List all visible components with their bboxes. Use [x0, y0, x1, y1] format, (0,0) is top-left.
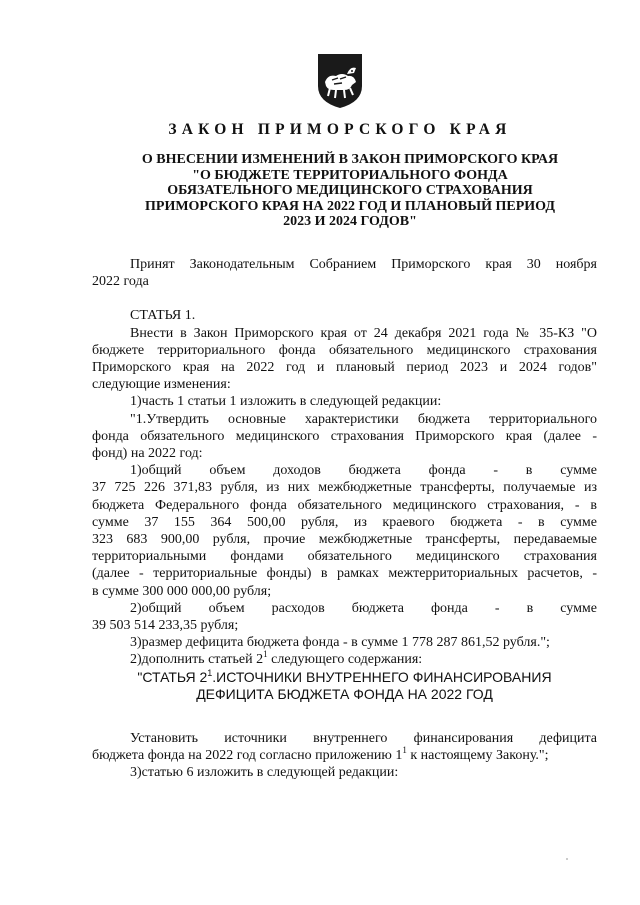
- item-3: 3)статью 6 изложить в следующей редакции:: [130, 765, 399, 781]
- revenue-line: 37 725 226 371,83 рубля, из них межбюджетные трансферты, получаемые из: [92, 480, 597, 496]
- quote-line: фонд) на 2022 год:: [92, 446, 203, 462]
- revenue-line: территориальными фондами обязательного медицинского страхования: [92, 549, 597, 565]
- sources-text: бюджета фонда на 2022 год согласно приложению 1: [92, 748, 403, 764]
- revenue-line: 1)общий объем доходов бюджета фонда - в сумме: [130, 463, 597, 479]
- law-subtitle: [100, 152, 600, 230]
- law-title: ЗАКОН ПРИМОРСКОГО КРАЯ: [168, 121, 512, 138]
- sources-text: к настоящему Закону.";: [406, 748, 549, 764]
- quote-line: фонда обязательного медицинского страхования Приморского края (далее -: [92, 428, 597, 444]
- subtitle-line: ОБЯЗАТЕЛЬНОГО МЕДИЦИНСКОГО СТРАХОВАНИЯ: [167, 183, 533, 199]
- heading-text: "СТАТЬЯ 2: [137, 668, 208, 685]
- superscript: 1: [402, 745, 407, 756]
- new-article-heading-line: [92, 669, 597, 686]
- sources-line: Установить источники внутреннего финансирования дефицита: [130, 731, 597, 747]
- coat-of-arms-emblem: [316, 52, 364, 110]
- new-article-heading-line: ДЕФИЦИТА БЮДЖЕТА ФОНДА НА 2022 ГОД: [196, 685, 493, 702]
- item-1: 1)часть 1 статьи 1 изложить в следующей редакции:: [130, 394, 442, 410]
- intro-line: бюджете территориального фонда обязательного медицинского страхования: [92, 342, 597, 358]
- superscript: 1: [207, 667, 213, 678]
- item-2: [92, 651, 597, 668]
- article-heading: СТАТЬЯ 1.: [130, 308, 196, 324]
- new-article-heading: [92, 669, 597, 703]
- scan-speck: [566, 858, 568, 860]
- subtitle-line: "О БЮДЖЕТЕ ТЕРРИТОРИАЛЬНОГО ФОНДА: [192, 167, 508, 183]
- revenue-line: в сумме 300 000 000,00 рубля;: [92, 583, 272, 599]
- revenue-line: сумме 37 155 364 500,00 рубля, из краевого бюджета - в сумме: [92, 514, 597, 530]
- heading-text: .ИСТОЧНИКИ ВНУТРЕННЕГО ФИНАНСИРОВАНИЯ: [212, 668, 552, 685]
- intro-line: следующие изменения:: [92, 377, 231, 393]
- superscript: 1: [263, 649, 268, 660]
- subtitle-line: О ВНЕСЕНИИ ИЗМЕНЕНИЙ В ЗАКОН ПРИМОРСКОГО КРАЯ: [141, 152, 559, 167]
- item-2-text: 2)дополнить статьей 2: [130, 652, 264, 668]
- intro-line: Приморского края на 2022 год и плановый период 2023 и 2024 годов": [92, 360, 597, 376]
- intro-line: Внести в Закон Приморского края от 24 декабря 2021 года № 35-КЗ "О: [130, 325, 597, 341]
- subtitle-line: 2023 И 2024 ГОДОВ": [283, 214, 417, 230]
- expense-line: 39 503 514 233,35 рубля;: [92, 618, 239, 634]
- adoption-line: 2022 года: [92, 274, 149, 290]
- revenue-line: бюджета Федерального фонда обязательного медицинского страхования, - в: [92, 497, 597, 513]
- adoption-line: Принят Законодательным Собранием Приморского края 30 ноября: [130, 257, 597, 272]
- sources-line: [92, 747, 597, 764]
- expense-line: 2)общий объем расходов бюджета фонда - в сумме: [130, 600, 597, 616]
- revenue-line: (далее - территориальные фонды) в рамках межтерриториальных расчетов, -: [92, 566, 597, 582]
- item-2-text: следующего содержания:: [267, 652, 423, 668]
- revenue-line: 323 683 900,00 рубля, прочие межбюджетные трансферты, передаваемые: [92, 532, 597, 548]
- subtitle-line: ПРИМОРСКОГО КРАЯ НА 2022 ГОД И ПЛАНОВЫЙ ПЕРИОД: [145, 198, 555, 214]
- deficit-line: 3)размер дефицита бюджета фонда - в сумме 1 778 287 861,52 рубля.";: [130, 635, 550, 651]
- quote-line: "1.Утвердить основные характеристики бюджета территориального: [130, 411, 597, 427]
- law-body: [92, 256, 597, 782]
